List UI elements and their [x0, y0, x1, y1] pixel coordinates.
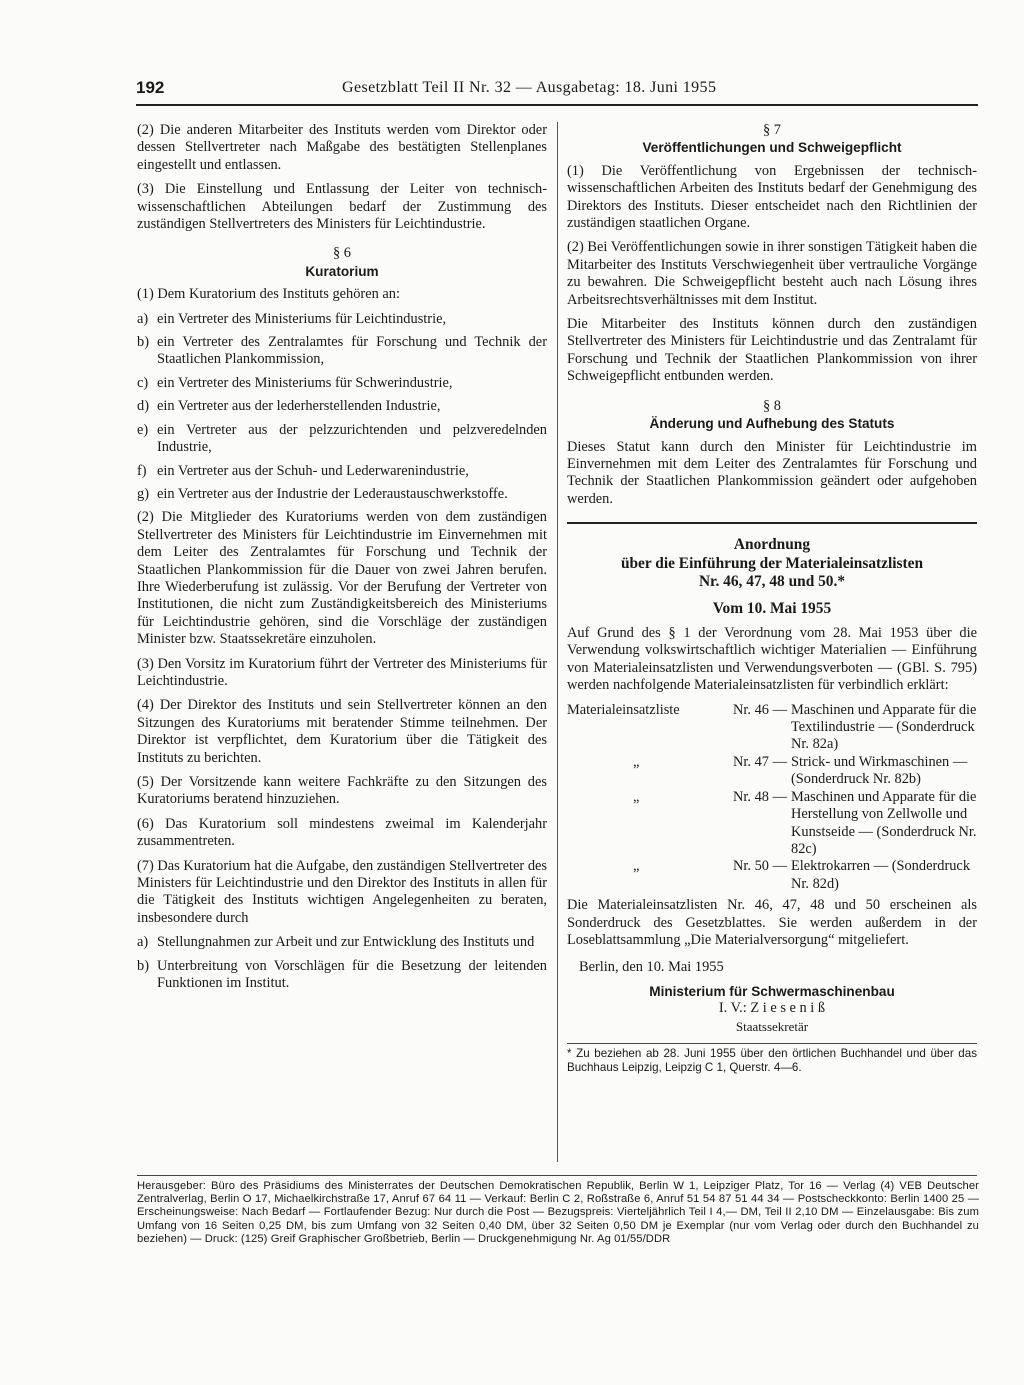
list-item [137, 463, 547, 480]
list-letter: e) [137, 421, 149, 438]
table-row [567, 754, 977, 789]
decree-date: Vom 10. Mai 1955 [712, 599, 832, 617]
paragraph: (1) Dem Kuratorium des Instituts gehören an: [137, 286, 400, 303]
column-divider [557, 122, 558, 1162]
material-list-table [567, 702, 977, 893]
list-item [137, 334, 547, 369]
list-description: Maschinen und Apparate für die Textilindustrie — (Sonderdruck Nr. 82a) [791, 701, 977, 753]
running-title: Gesetzblatt Teil II Nr. 32 — Ausgabetag: 18. Juni 1955 [342, 79, 717, 96]
paragraph: (5) Der Vorsitzende kann weitere Fachkräfte zu den Sitzungen des Kuratoriums beratend hinzuziehen. [137, 774, 547, 808]
table-row [567, 858, 977, 893]
place-date: Berlin, den 10. Mai 1955 [579, 959, 724, 976]
paragraph: (2) Bei Veröffentlichungen sowie in ihrer sonstigen Tätigkeit haben die Mitarbeiter des Instituts Verschwiegenheit über vertrauliche Vorgänge zu bewahren. Die Schweigepflicht besteht auch nach Lösung ihres Arbeitsrechtsverhältnisses mit dem Institut. [567, 239, 977, 308]
paragraph: (4) Der Direktor des Instituts und sein Stellvertreter können an den Sitzungen des Kuratoriums mit beratender Stimme teilnehmen. Der Direktor ist verpflichtet, dem Kuratorium über die Tätigkeit des Instituts zu berichten. [137, 697, 547, 766]
list-letter: f) [137, 462, 147, 479]
list-letter: d) [137, 398, 149, 415]
paragraph: (2) Die Mitglieder des Kuratoriums werden von dem zuständigen Stellvertreter des Ministers für Leichtindustrie im Einvernehmen mit dem Leiter des Zentralamtes für Forschung und Technik der Staatlichen Plankommission für die Dauer von zwei Jahren berufen. Ihre Wiederberufung ist zulässig. Vor der Berufung der Vertreter von Institutionen, die nicht zum Zuständigkeitsbereich des Ministeriums für Leichtindustrie gehören, sind die Vorschläge der zuständigen Minister bzw. Staatssekretäre einzuholen. [137, 509, 547, 648]
paragraph: Die Mitarbeiter des Instituts können durch den zuständigen Stellvertreter des Ministers für Leichtindustrie und das Zentralamt für Forschung und Technik der Staatlichen Plankommission von ihrer Schweigepflicht entbunden werden. [567, 316, 977, 385]
section-title: Kuratorium [305, 263, 379, 279]
list-text: ein Vertreter aus der Schuh- und Lederwarenindustrie, [157, 462, 469, 479]
list-prefix: „ [633, 753, 640, 770]
list-letter: b) [137, 334, 149, 351]
list-item [137, 398, 547, 415]
list-letter: g) [137, 485, 149, 502]
section-number: § 7 [763, 122, 781, 138]
table-row [567, 789, 977, 859]
section-number: § 6 [333, 245, 351, 262]
paragraph: Die Materialeinsatzlisten Nr. 46, 47, 48 und 50 erscheinen als Sonderdruck des Gesetzblattes. Sie werden außerdem in der Loseblattsammlung „Die Materialversorgung“ mitgeliefert. [567, 897, 977, 948]
list-text: ein Vertreter des Ministeriums für Leichtindustrie, [157, 310, 447, 327]
member-list [137, 311, 547, 504]
task-list [137, 934, 547, 992]
list-item [137, 934, 547, 951]
list-number: Nr. 48 — [733, 788, 787, 805]
decree-title: Anordnung [733, 536, 811, 554]
list-text: ein Vertreter des Zentralamtes für Forschung und Technik der Staatlichen Plankommission, [157, 334, 547, 368]
list-number: Nr. 46 — [733, 701, 787, 718]
list-letter: c) [137, 374, 149, 391]
list-letter: a) [137, 934, 149, 951]
list-text: Unterbreitung von Vorschlägen für die Besetzung der leitenden Funktionen im Institut. [157, 957, 547, 992]
list-letter: a) [137, 310, 149, 327]
list-description: Elektrokarren — (Sonderdruck Nr. 82d) [791, 858, 971, 892]
right-column [567, 122, 977, 1075]
list-text: ein Vertreter aus der pelzzurichtenden und pelzveredelnden Industrie, [157, 421, 547, 456]
page-number: 192 [136, 78, 165, 97]
paragraph: (2) Die anderen Mitarbeiter des Instituts werden vom Direktor oder dessen Stellvertreter nach Maßgabe des bestätigten Stellenplanes eingestellt und entlassen. [137, 122, 547, 173]
list-prefix: „ [633, 858, 640, 875]
section-title: Änderung und Aufhebung des Statuts [649, 416, 895, 432]
signer-title: Staatssekretär [735, 1018, 809, 1034]
decree-subtitle: über die Einführung der Materialeinsatzlisten [620, 554, 924, 572]
footnote: * Zu beziehen ab 28. Juni 1955 über den örtlichen Buchhandel und über das Buchhaus Leipzig, Leipzig C 1, Querstr. 4—6. [567, 1043, 977, 1075]
page-header [136, 78, 978, 106]
section-number: § 8 [763, 397, 781, 414]
list-item [137, 422, 547, 457]
list-prefix: Materialeinsatzliste [567, 701, 680, 718]
list-item [137, 311, 547, 328]
section-rule [567, 522, 977, 524]
list-number: Nr. 47 — [733, 753, 787, 770]
decree-numbers: Nr. 46, 47, 48 und 50.* [698, 573, 846, 591]
list-text: Stellungnahmen zur Arbeit und zur Entwicklung des Instituts und [157, 934, 535, 951]
paragraph: (3) Den Vorsitz im Kuratorium führt der Vertreter des Ministeriums für Leichtindustrie. [137, 655, 547, 689]
list-text: ein Vertreter des Ministeriums für Schwerindustrie, [157, 374, 453, 391]
paragraph: (3) Die Einstellung und Entlassung der Leiter von technisch-wissenschaftlichen Abteilungen bedarf der Zustimmung des zuständigen Stellvertreters des Ministers für Leichtindustrie. [137, 181, 547, 233]
signer-name: I. V.: Z i e s e n i ß [718, 1000, 826, 1017]
left-column [137, 122, 547, 998]
paragraph: Dieses Statut kann durch den Minister für Leichtindustrie im Einvernehmen mit dem Leiter des Zentralamtes für Forschung und Technik der Staatlichen Plankommission geändert oder aufgehoben werden. [567, 438, 977, 507]
publisher-imprint: Herausgeber: Büro des Präsidiums des Ministerrates der Deutschen Demokratischen Republik, Berlin W 1, Leipziger Platz, Tor 16 — Verlag (4) VEB Deutscher Zentralverlag, Berlin O 17, Michaelkirchstraße 17, Anruf 67 64 11 — Verkauf: Berlin C 2, Roßstraße 6, Anruf 51 54 87 51 44 34 — Postscheckkonto: Berlin 1400 25 — Erscheinungsweise: Nach Bedarf — Fortlaufender Bezug: Nur durch die Post — Bezugspreis: Vierteljährlich Teil I 4,— DM, Teil II 2,10 DM — Einzelausgabe: Bis zum Umfang von 16 Seiten 0,25 DM, bis zum Umfang von 32 Seiten 0,40 DM, über 32 Seiten 0,50 DM je Exemplar (nur vom Verlag oder durch den Buchhandel zu beziehen) — Druck: (125) Greif Graphischer Großbetrieb, Berlin — Druckgenehmigung Nr. Ag 01/55/DDR [137, 1180, 979, 1245]
list-item [137, 486, 547, 503]
list-item [137, 375, 547, 392]
list-prefix: „ [633, 788, 640, 805]
list-text: ein Vertreter aus der Industrie der Lederaustauschwerkstoffe. [157, 485, 508, 502]
list-description: Maschinen und Apparate für die Herstellung von Zellwolle und Kunstseide — (Sonderdruck Nr. 82c) [791, 788, 977, 857]
list-item [137, 958, 547, 993]
paragraph: Auf Grund des § 1 der Verordnung vom 28. Mai 1953 über die Verwendung volkswirtschaftlich wichtiger Materialien — Einführung von Materialeinsatzlisten und Verwendungsverboten — (GBl. S. 795) werden nachfolgende Materialeinsatzlisten für verbindlich erklärt: [567, 625, 977, 694]
list-letter: b) [137, 957, 149, 974]
list-text: ein Vertreter aus der lederherstellenden Industrie, [157, 398, 441, 415]
list-number: Nr. 50 — [733, 858, 787, 875]
table-row [567, 702, 977, 754]
paragraph: (6) Das Kuratorium soll mindestens zweimal im Kalenderjahr zusammentreten. [137, 815, 547, 850]
paragraph: (1) Die Veröffentlichung von Ergebnissen der technisch-wissenschaftlichen Arbeiten des Instituts bedarf der Genehmigung des Direktors des Instituts. Dieser entscheidet nach den Richtlinien der zuständigen staatlichen Organe. [567, 162, 977, 232]
paragraph: (7) Das Kuratorium hat die Aufgabe, den zuständigen Stellvertreter des Ministers für Leichtindustrie und den Direktor des Instituts in allen für die Tätigkeit des Instituts wichtigen Angelegenheiten zu beraten, insbesondere durch [137, 857, 547, 926]
ministry-name: Ministerium für Schwermaschinenbau [649, 983, 895, 999]
list-description: Strick- und Wirkmaschinen — (Sonderdruck Nr. 82b) [791, 753, 968, 788]
section-title: Veröffentlichungen und Schweigepflicht [642, 140, 902, 156]
imprint-rule [137, 1175, 977, 1176]
